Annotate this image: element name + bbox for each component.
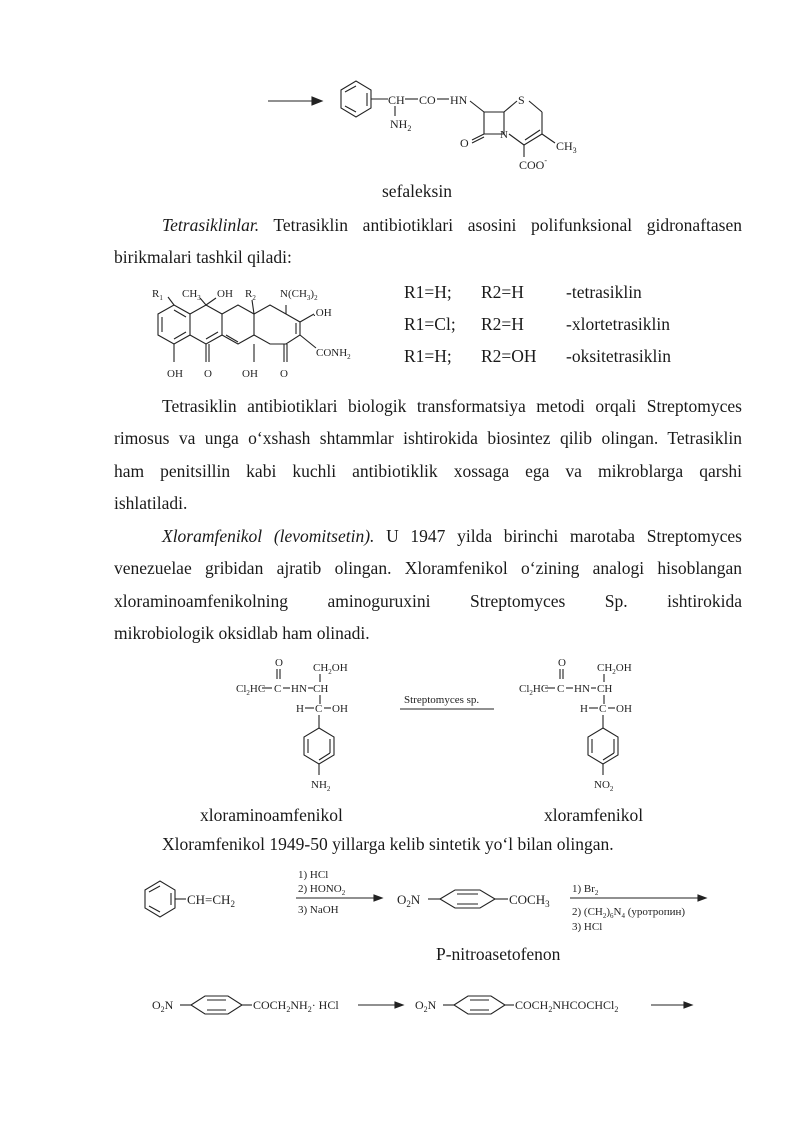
paragraph-chloramphenicol: Xloramfenikol (levomitsetin). U 1947 yilda birinchi marotaba Streptomyces venezuelae gribidan ajratib olingan. Xloramfenikol o‘zining analogi hisoblangan xloraminoamfenikolning aminoguruxini Streptomyces Sp. ishtirokida mikrobiologik oksidlab ham olinadi. bbox=[114, 526, 742, 643]
oxidation-arrow-label: Streptomyces sp. bbox=[404, 694, 480, 706]
ceph-hn: HN bbox=[450, 93, 468, 107]
svg-text:H: H bbox=[296, 703, 304, 715]
nitro-group-label-3: $O_2N$ bbox=[415, 998, 437, 1014]
tetracycline-variants-table bbox=[404, 276, 744, 372]
ceph-n: N bbox=[500, 129, 508, 141]
ceph-co: CO bbox=[419, 93, 436, 107]
tc-bottom-o1: O bbox=[204, 368, 212, 380]
ceph-ch3: $CH_3$ bbox=[556, 139, 577, 155]
tc-ch3: $CH_3$ bbox=[182, 288, 201, 302]
step2-reagent-3: 3) HCl bbox=[572, 921, 603, 933]
step1-reagent-1: 1) HCl bbox=[298, 869, 329, 881]
synthesis-scheme bbox=[0, 862, 800, 1042]
svg-text:OH: OH bbox=[616, 703, 632, 715]
svg-text:H: H bbox=[580, 703, 588, 715]
chloramphenicol-scheme bbox=[0, 652, 800, 802]
ceph-ch: CH bbox=[388, 93, 405, 107]
ceph-nh2: $NH_2$ bbox=[390, 117, 412, 133]
tetracyclines-heading: Tetrasiklinlar. bbox=[162, 215, 260, 235]
ceph-o: O bbox=[460, 136, 469, 150]
tc-oh-top: OH bbox=[217, 288, 233, 300]
nitro-group-label-2: $O_2N$ bbox=[152, 998, 174, 1014]
synthesis-sentence: Xloramfenikol 1949-50 yillarga kelib sintetik yo‘l bilan olingan. bbox=[162, 834, 614, 854]
svg-text:HN: HN bbox=[291, 683, 307, 695]
svg-text:OH: OH bbox=[332, 703, 348, 715]
tc-bottom-o2: O bbox=[280, 368, 288, 380]
tc-r2: $R_2$ bbox=[245, 288, 256, 302]
svg-text:Cl2HC: $Cl_2HC$ bbox=[519, 683, 549, 697]
variant-row: R1=Cl; R2=H -xlortetrasiklin bbox=[404, 314, 671, 334]
tc-conh2: $CONH_2$ bbox=[316, 347, 351, 361]
svg-text:O: O bbox=[558, 657, 566, 669]
cephalexin-caption: sefaleksin bbox=[382, 181, 452, 201]
tc-nme2: $N(CH_3)_2$ bbox=[280, 288, 318, 302]
svg-text:C: C bbox=[599, 703, 607, 715]
p-nitroacetophenone-caption: P-nitroasetofenon bbox=[436, 944, 561, 964]
svg-text:NO2: $NO_2$ bbox=[594, 779, 614, 793]
cephalexin-structure bbox=[0, 0, 800, 180]
step2-reagent-1: 1) $Br_2$ bbox=[572, 883, 599, 897]
ceph-s: S bbox=[518, 93, 525, 107]
document-page: CH CO HN $NH_2$ O N S $CH_3$ COO- sefaleksin Tetrasiklinlar. Tetrasiklin antibiotiklari asosini polifunksional gidronaftasen birikmalari tashkil qiladi: $R_1$ $CH_3$ OH $R_2$ $N(CH_3)_2$ .OH $CONH_2$ OH O OH O R1=H; R2=H -tetrasiklin R1=Cl; R2=H -xlortetrasiklin R1=H; R2=OH -oksitetrasiklin Tetrasiklin antibiotiklari biologik transformatsiya metodi orqali Streptomyces rimosus va unga o‘xshash shtammlar ishtirokida biosintez qilib olingan. Tetrasiklin ham penitsillin kabi kuchli antibiotiklik xossaga ega va mikroblarga qarshi ishlatiladi. Xloramfenikol (levomitsetin). U 1947 yilda birinchi marotaba Streptomyces venezuelae gribidan ajratib olingan. Xloramfenikol o‘zining analogi hisoblangan xloraminoamfenikolning aminoguruxini Streptomyces Sp. ishtirokida mikrobiologik oksidlab ham olinadi. O $CH_2OH$ $Cl_2HC$ C HN CH H C OH $NH_2$ Streptomyces sp. O $CH_2OH$ $Cl_2HC$ C HN CH H C OH $NO_2$ xloraminoamfenikol xloramfenikol Xloramfenikol 1949-50 yillarga kelib sintetik yo‘l bilan olingan. $CH=CH_2$ 1) HCl 2) $HONO_2$ 3) NaOH $O_2N$ $COCH_3$ 1) $Br_2$ 2) $(CH_2)_6N_4$ (уротропин) 3) HCl $O_2N$ $COCH_2NH_2\cdot$ HCl $O_2N$ $COCH_2NHCOCHCl_2$ P-nitroasetofenon bbox=[0, 0, 800, 1131]
tc-r1: $R_1$ bbox=[152, 288, 163, 302]
chloramphenicol-structure bbox=[519, 657, 632, 793]
left-compound-caption: xloraminoamfenikol bbox=[200, 805, 343, 825]
step1-reagent-2: 2) $HONO_2$ bbox=[298, 883, 346, 897]
svg-text:C: C bbox=[274, 683, 282, 695]
svg-text:CH: CH bbox=[597, 683, 613, 695]
svg-text:CH2OH: $CH_2OH$ bbox=[313, 662, 348, 676]
step2-reagent-2: 2) $(CH_2)_6N_4$ (уротропин) bbox=[572, 906, 686, 920]
svg-text:Cl2HC: $Cl_2HC$ bbox=[236, 683, 266, 697]
nitro-group-label: $O_2N$ bbox=[397, 892, 421, 909]
svg-text:C: C bbox=[557, 683, 565, 695]
ceph-coo: COO- bbox=[519, 156, 548, 172]
acetyl-label: $COCH_3$ bbox=[509, 892, 550, 909]
variant-row: R1=H; R2=OH -oksitetrasiklin bbox=[404, 346, 671, 366]
paragraph-tetracyclines: Tetrasiklinlar. Tetrasiklin antibiotiklari asosini polifunksional gidronaftasen bbox=[162, 215, 742, 235]
svg-text:O: O bbox=[275, 657, 283, 669]
styrene-label: $CH=CH_2$ bbox=[187, 892, 235, 909]
tc-oh-right: .OH bbox=[313, 307, 332, 319]
svg-text:C: C bbox=[315, 703, 323, 715]
amine-hydrochloride-label: $COCH_2NH_2\cdot$ HCl bbox=[253, 998, 339, 1014]
svg-text:HN: HN bbox=[574, 683, 590, 695]
chloraminoamphenicol-structure bbox=[236, 657, 348, 793]
paragraph-tetracycline-biosynthesis: Tetrasiklin antibiotiklari biologik transformatsiya metodi orqali Streptomyces rimosus va unga o‘xshash shtammlar ishtirokida biosintez qilib olingan. Tetrasiklin ham penitsillin kabi kuchli antibiotiklik xossaga ega va mikroblarga qarshi ishlatiladi. bbox=[114, 396, 742, 513]
svg-text:CH2OH: $CH_2OH$ bbox=[597, 662, 632, 676]
chloramphenicol-heading: Xloramfenikol (levomitsetin). bbox=[162, 526, 375, 546]
svg-text:NH2: $NH_2$ bbox=[311, 779, 331, 793]
tc-bottom-oh1: OH bbox=[167, 368, 183, 380]
dichloroacetamide-label: $COCH_2NHCOCHCl_2$ bbox=[515, 998, 619, 1014]
svg-text:CH: CH bbox=[313, 683, 329, 695]
tc-bottom-oh2: OH bbox=[242, 368, 258, 380]
variant-row: R1=H; R2=H -tetrasiklin bbox=[404, 282, 642, 302]
step1-reagent-3: 3) NaOH bbox=[298, 904, 339, 916]
right-compound-caption: xloramfenikol bbox=[544, 805, 644, 825]
